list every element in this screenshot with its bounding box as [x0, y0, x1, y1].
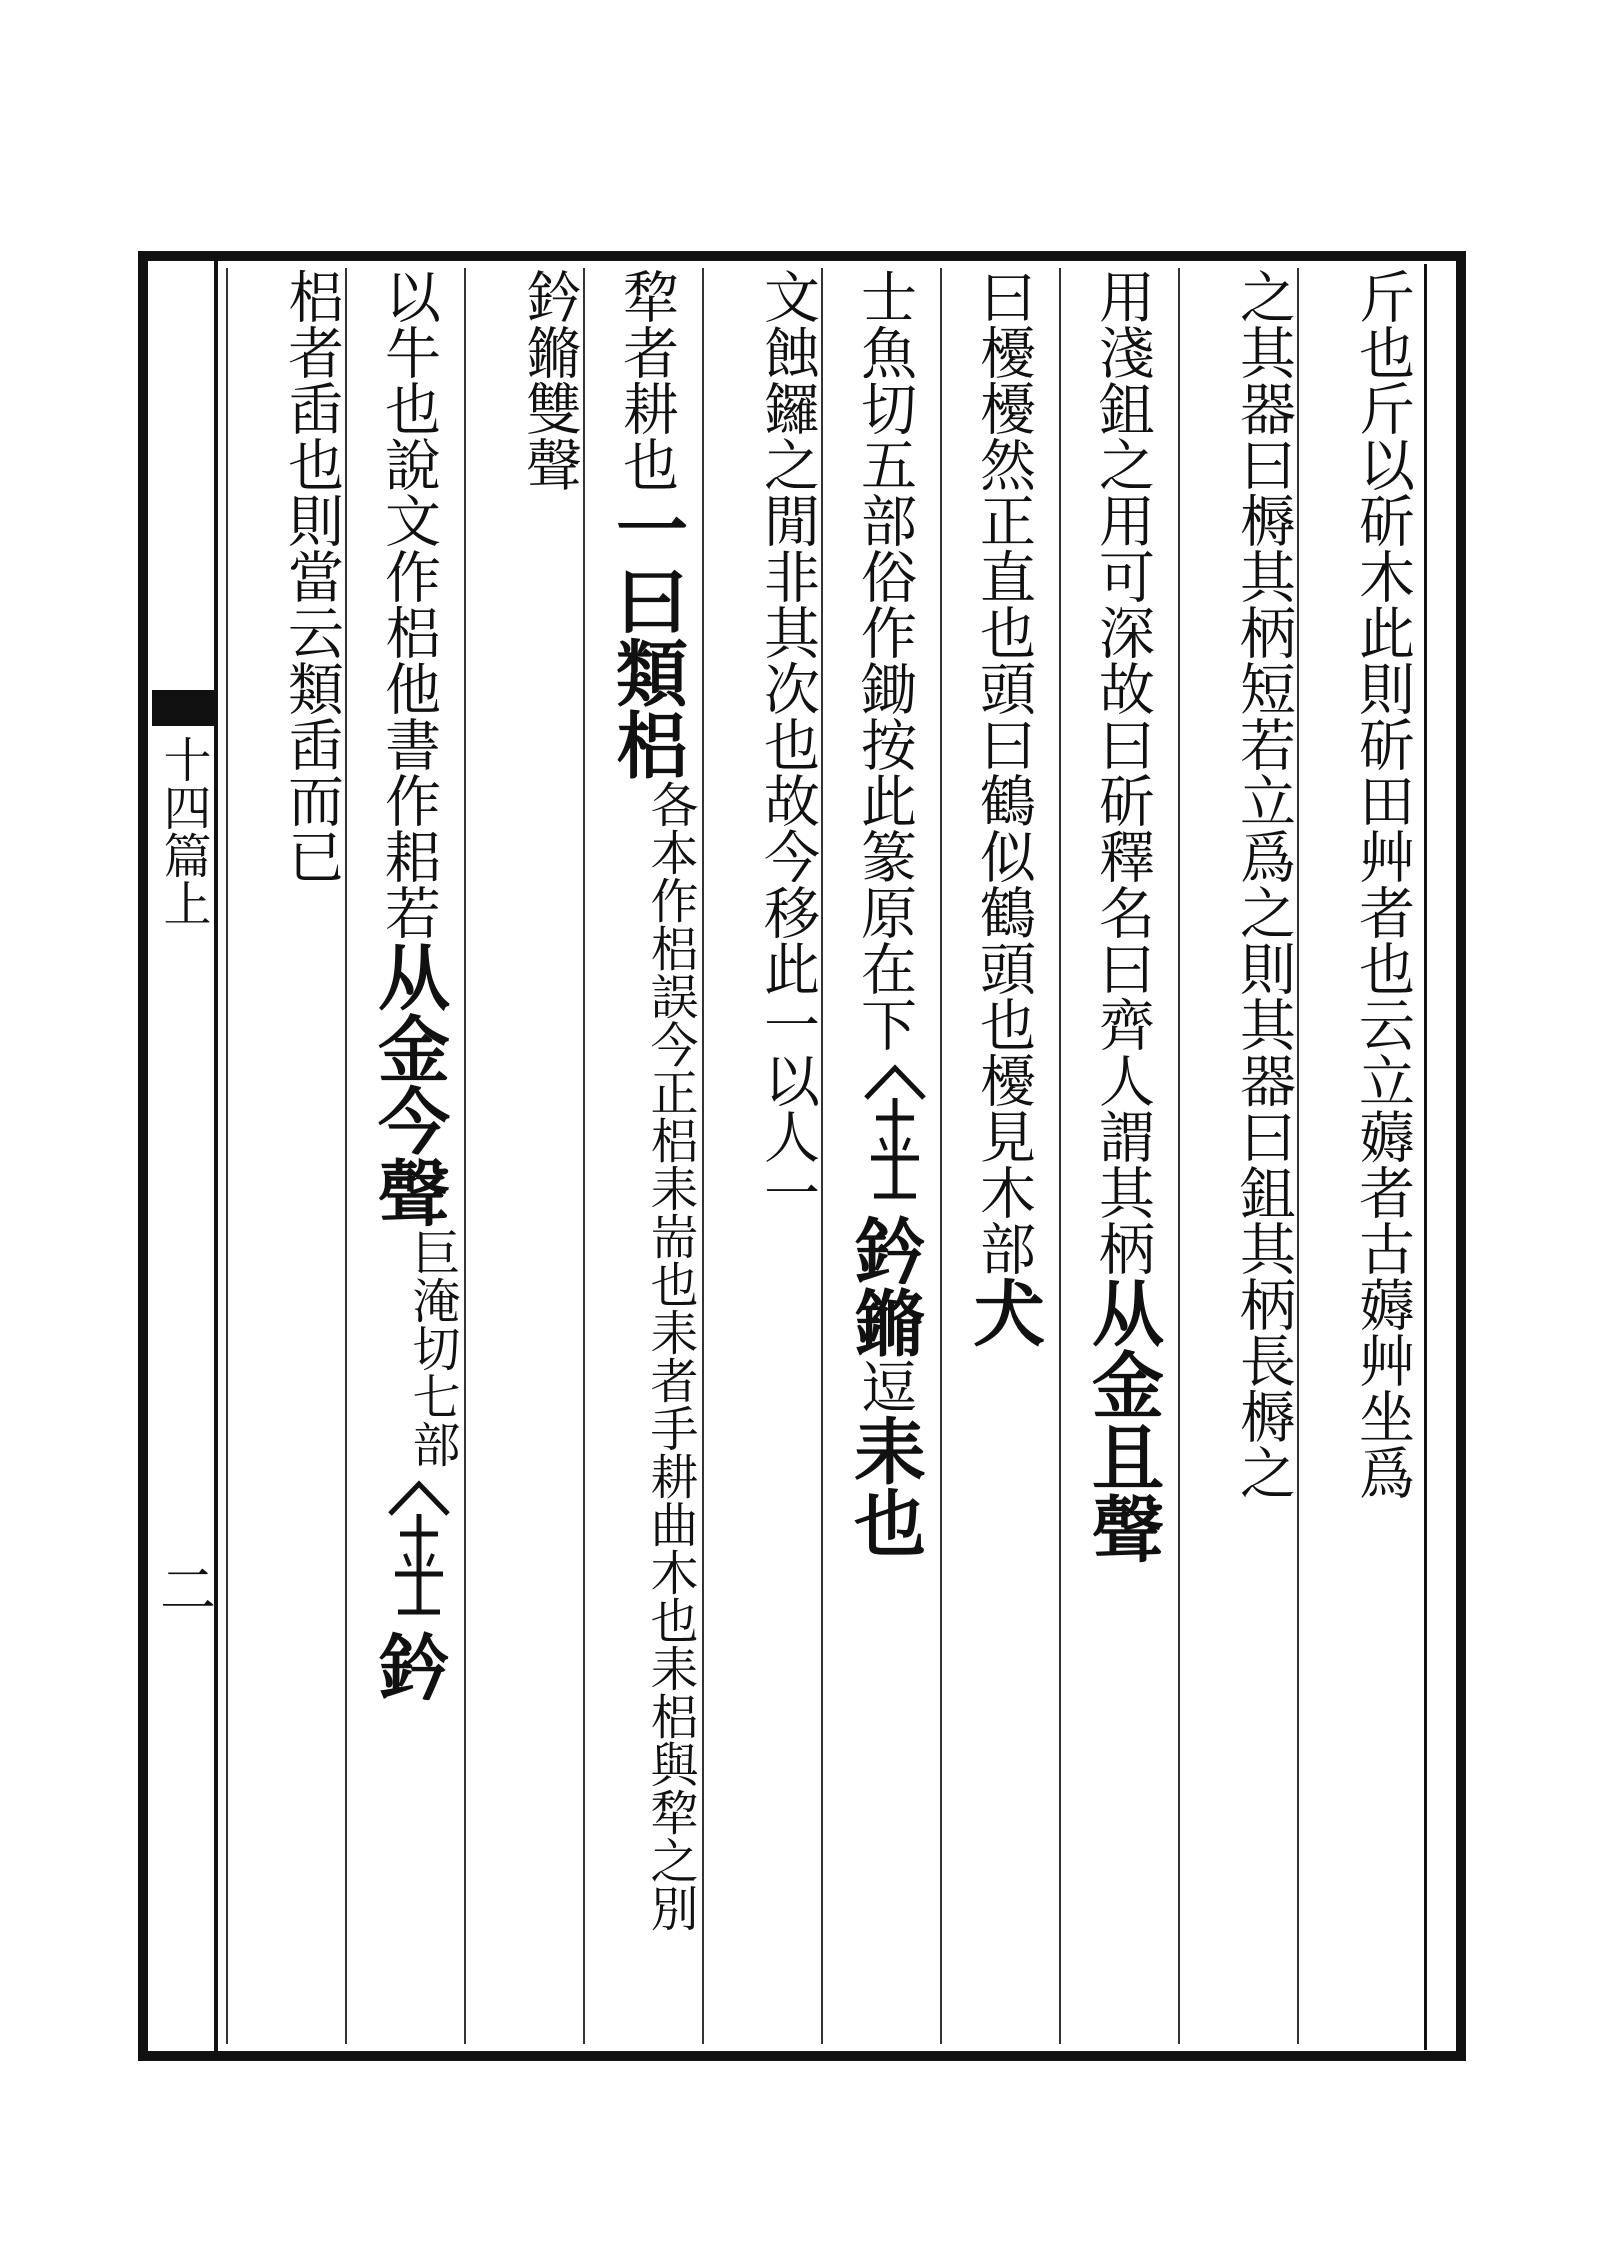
- main-text: 从金今聲: [366, 940, 451, 1228]
- commentary-text: 文蝕鑼之閒非其次也故今移此: [755, 268, 820, 996]
- commentary-text: 以牛也說文作梠他書作耜若: [376, 268, 441, 940]
- commentary-text: 之其器曰槈其柄短若立爲之則其器曰鉏其柄長槈之: [1231, 268, 1296, 1500]
- frame-right-rule: [1424, 264, 1427, 2050]
- main-text: 从金且聲: [1080, 1276, 1165, 1564]
- text-column: [464, 268, 583, 2044]
- text-column: [1297, 268, 1416, 2044]
- main-text: 犬: [961, 1276, 1046, 1348]
- fishtail-mark: [152, 690, 214, 726]
- margin-column: [148, 261, 218, 2051]
- main-text: 一曰類梠: [604, 492, 689, 780]
- seal-script-glyph-icon: [856, 1058, 934, 1208]
- text-column: [345, 268, 464, 2044]
- text-column: [226, 268, 345, 2044]
- chapter-label: 十四篇上: [155, 735, 211, 927]
- text-column: [940, 268, 1059, 2044]
- commentary-double-line: 巨淹切七部: [404, 1228, 460, 1468]
- commentary-text: 一以人一: [755, 996, 820, 1220]
- commentary-text: 士魚切五部俗作鋤按此篆原在下: [852, 268, 917, 1052]
- text-column: [821, 268, 940, 2044]
- commentary-text: 曰櫌櫌然正直也頭曰鶴似鶴頭也櫌見木部: [971, 268, 1036, 1276]
- text-column: [1059, 268, 1178, 2044]
- commentary-double-line: 各本作梠誤今正梠耒耑也耒者手耕曲木也耒梠與犂之別: [642, 780, 698, 1932]
- seal-script-glyph-icon: [380, 1474, 458, 1624]
- text-column: [583, 268, 702, 2044]
- commentary-text: 梠者臿也則當云類臿而已: [279, 268, 344, 884]
- text-column: [1178, 268, 1297, 2044]
- main-text: 鈐: [366, 1630, 451, 1702]
- page-number: 二: [151, 1560, 216, 1616]
- text-body: [226, 268, 1416, 2048]
- commentary-text: 犂者耕也: [614, 268, 679, 492]
- text-column: [702, 268, 821, 2044]
- commentary-text: 用淺鉏之用可深故曰斫釋名曰齊人謂其柄: [1090, 268, 1155, 1276]
- commentary-text: 斤也斤以斫木此則斫田艸者也云立薅者古薅艸坐爲: [1350, 268, 1415, 1500]
- main-text: 鈐鏅: [842, 1214, 927, 1358]
- commentary-text: 鈐鏅雙聲: [517, 268, 582, 492]
- commentary-text: 逗: [852, 1358, 917, 1414]
- main-text: 耒也: [842, 1414, 927, 1558]
